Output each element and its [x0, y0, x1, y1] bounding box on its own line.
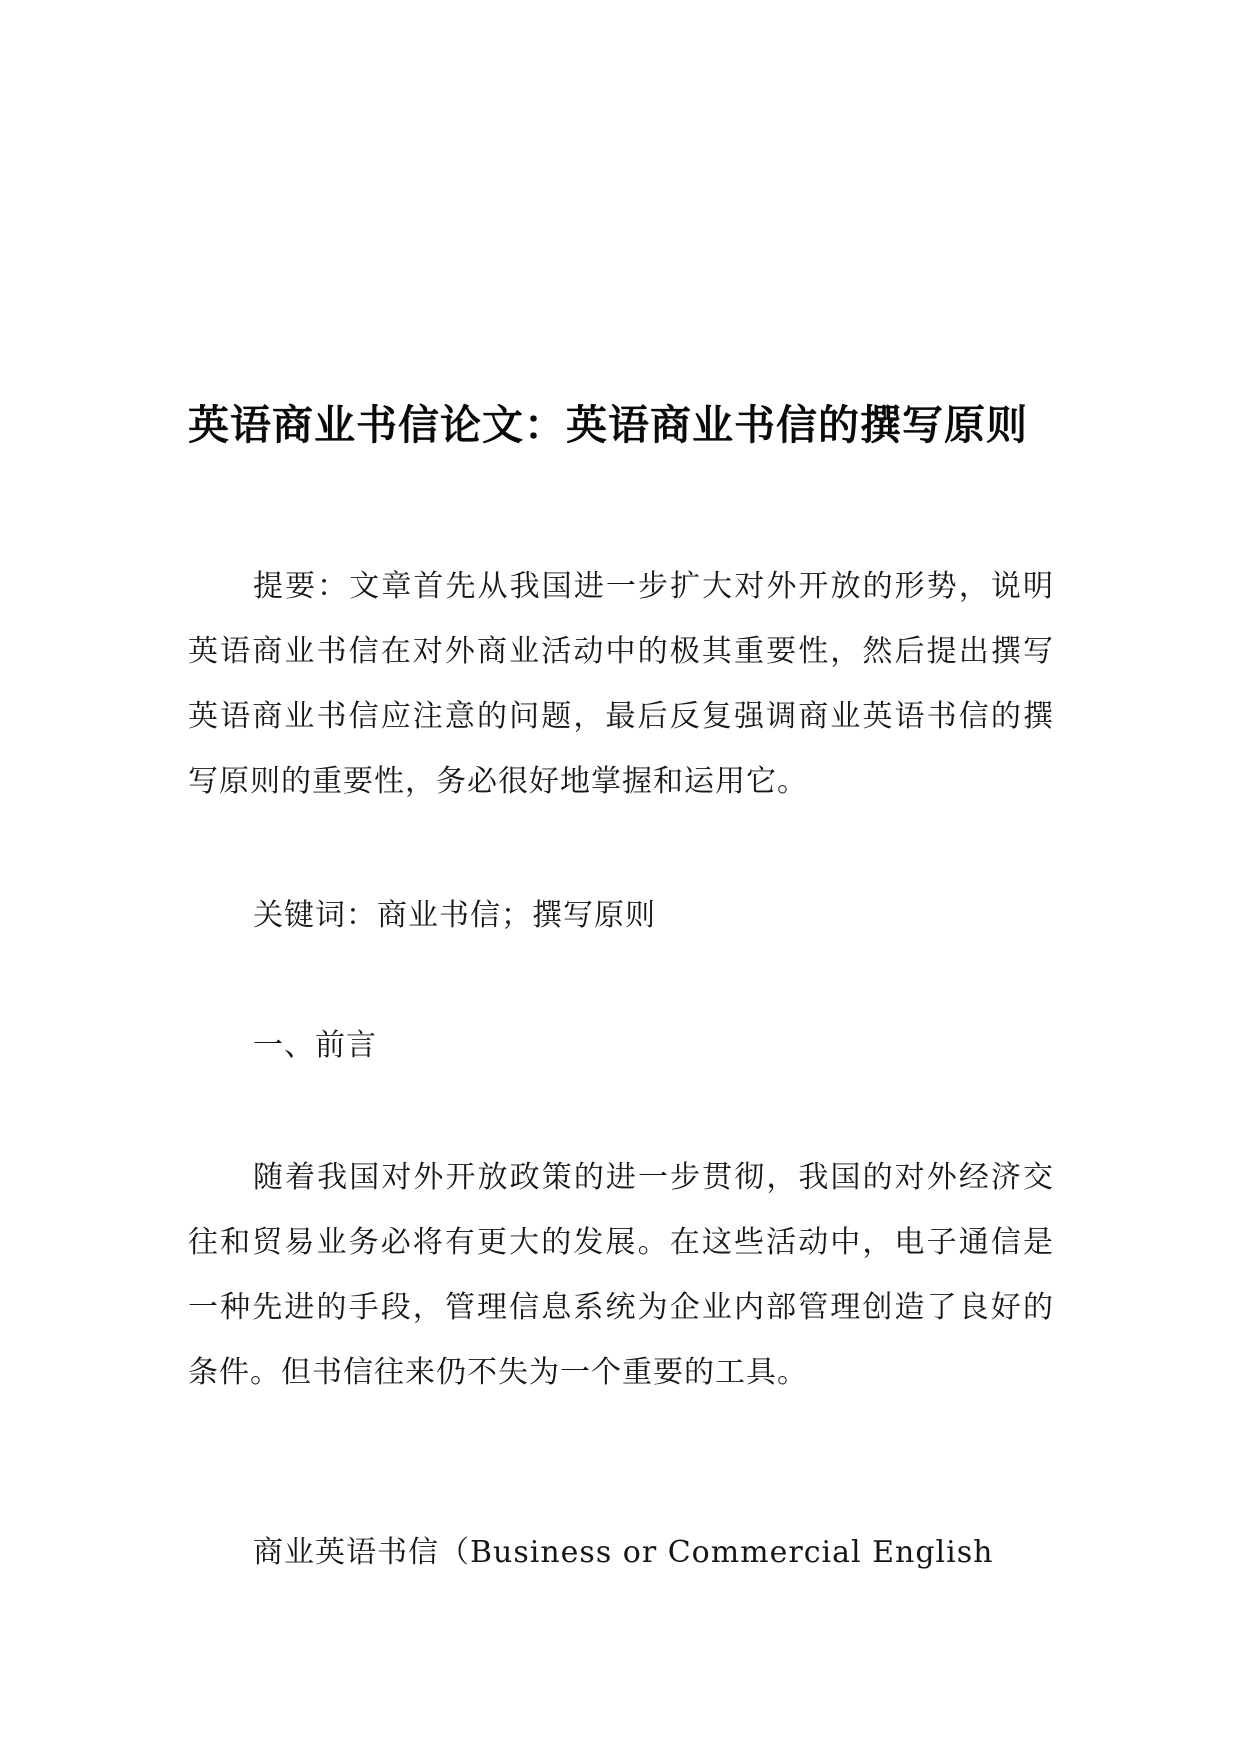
abstract-paragraph: 提要：文章首先从我国进一步扩大对外开放的形势，说明英语商业书信在对外商业活动中的极其重要性，然后提出撰写英语商业书信应注意的问题，最后反复强调商业英语书信的撰写原则的重要性，务必很好地掌握和运用它。: [188, 569, 1054, 799]
section-heading: 一、前言: [253, 1028, 377, 1063]
keywords-line: 关键词：商业书信；撰写原则: [253, 898, 656, 933]
body-paragraph-continued: 商业英语书信（Business or Commercial English: [253, 1535, 994, 1570]
body-paragraph: 随着我国对外开放政策的进一步贯彻，我国的对外经济交往和贸易业务必将有更大的发展。在这些活动中，电子通信是一种先进的手段，管理信息系统为企业内部管理创造了良好的条件。但书信往来仍不失为一个重要的工具。: [188, 1160, 1054, 1390]
document-title: 英语商业书信论文：英语商业书信的撰写原则: [188, 401, 1028, 449]
